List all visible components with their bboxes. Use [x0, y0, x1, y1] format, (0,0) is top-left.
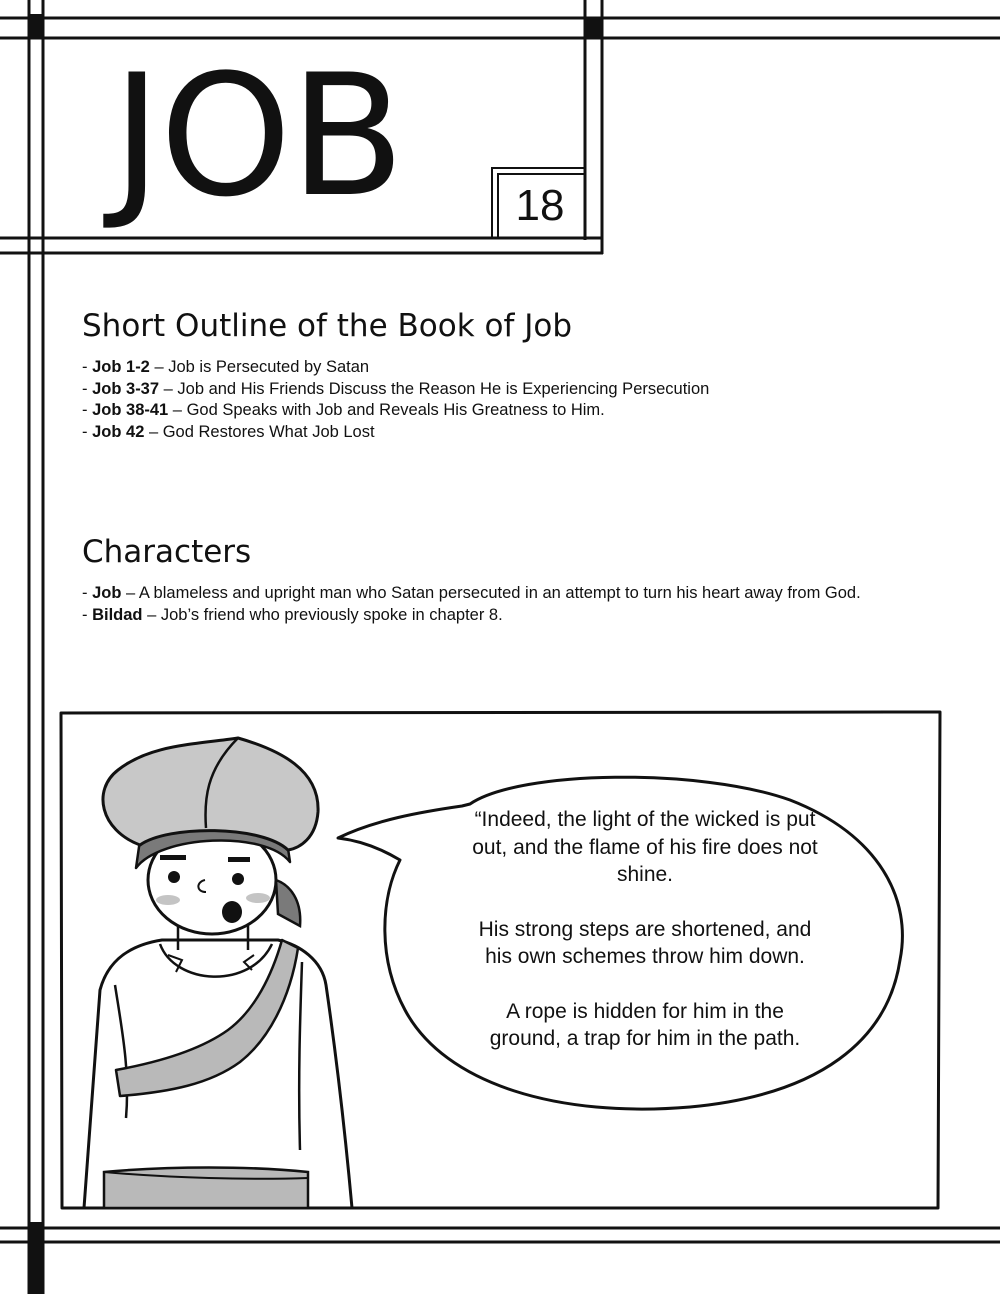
outline-item: - Job 38-41 – God Speaks with Job and Reveals His Greatness to Him. — [82, 401, 605, 420]
speech-paragraph: His strong steps are shortened, and his own schemes throw him down. — [478, 917, 812, 968]
outline-heading: Short Outline of the Book of Job — [82, 308, 573, 344]
outline-item: - Job 42 – God Restores What Job Lost — [82, 422, 375, 441]
character-item: - Bildad – Job’s friend who previously spoke in chapter 8. — [82, 605, 503, 624]
page-title: JOB — [112, 38, 404, 234]
speech-text — [468, 806, 822, 1080]
character-item: - Job – A blameless and upright man who Satan persecuted in an attempt to turn his heart away from God. — [82, 584, 861, 602]
outline-item: - Job 3-37 – Job and His Friends Discuss the Reason He is Experiencing Persecution — [82, 379, 710, 398]
speech-paragraph: “Indeed, the light of the wicked is put out, and the flame of his fire does not shine. — [472, 808, 818, 886]
speech-paragraph: A rope is hidden for him in the ground, a trap for him in the path. — [489, 999, 801, 1050]
chapter-number: 18 — [515, 181, 565, 230]
outline-item: - Job 1-2 – Job is Persecuted by Satan — [82, 358, 370, 376]
characters-heading: Characters — [82, 534, 252, 570]
bildad-figure — [84, 738, 352, 1208]
